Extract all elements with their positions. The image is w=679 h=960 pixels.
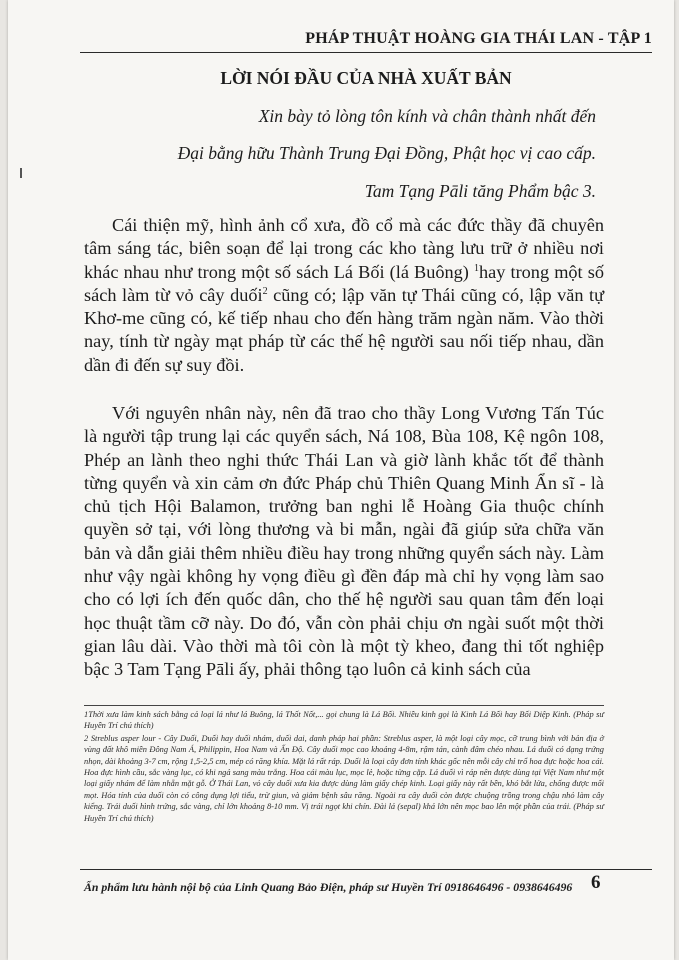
dedication-line-2: Đại bằng hữu Thành Trung Đại Đồng, Phật học vị cao cấp. — [177, 143, 596, 163]
footnotes — [84, 709, 604, 825]
footnote-ref-1[interactable]: 1 — [474, 262, 479, 274]
footnote-ref-2[interactable]: 2 — [262, 285, 268, 297]
footer-publisher-line: Ấn phẩm lưu hành nội bộ của Linh Quang Bảo Điện, pháp sư Huyền Trí 0918646496 - 0938646496 — [84, 880, 573, 894]
page-title: LỜI NÓI ĐẦU CỦA NHÀ XUẤT BẢN — [220, 68, 512, 88]
footnote-2: 2 Streblus asper lour - Cây Duối, Duối hay duối nhám, duối dai, danh pháp hai phần: Streblus asper, là một loại cây mọc, cỡ trung bình với bản địa ở vùng đất khô miền Đông Nam Á, Philippin, Hoa Nam và Ấn Độ. Cây duối mọc cao khoảng 4-8m, rậm tán, cành đâm chéo nhau. Lá duối có dạng trứng nhọn, dài khoảng 3-7 cm, rộng 1,5-2,5 cm, mép có răng khía. Mặt lá rất ráp. Duối là loại cây đơn tính khác gốc nên mỗi cây chỉ trổ hoa đực hoặc hoa cái. Hoa đực hình cầu, sắc vàng lục, có khi ngả sang màu trắng. Hoa cái màu lục, mọc lẻ, hoặc từng cặp. Lá duối vì ráp nên được dùng tại Việt Nam như một loại giấy nhám để làm nhẵn mặt gỗ. Ở Thái Lan, vỏ cây duối xưa kia được dùng làm giấy chép kinh. Loại giấy này rất bền, khó bắt lửa, chống được mối mọt. Hóa tính của duối còn có công dụng lợi tiểu, trừ giun, và giảm bệnh sâu răng. Ngoài ra cây duối còn được chuộng trồng trong chậu nhỏ làm cây kiểng. Trái duối hình trứng, sắc vàng, chỉ lớn khoảng 8-10 mm. Vị trái ngọt khi chín. Đài lá (sepal) khá lớn nên mọc bao lên một phần của trái. (Pháp sư Huyền Trí chú thích) — [84, 733, 604, 823]
document-page — [8, 0, 674, 960]
dedication-line-3: Tam Tạng Pāli tăng Phẩm bậc 3. — [364, 181, 596, 201]
paragraph-1-text-b: hay trong một số sách làm từ vỏ cây duối — [84, 261, 605, 305]
paragraph-1-text-c: cũng có; lập văn tự Thái cũng có, lập văn tự Khơ-me cũng có, kế tiếp nhau cho đến hàng trăm ngàn năm. Vào thời nay, tính từ ngày mạt pháp từ các thế hệ người sau nối tiếp nhau, dần dần đi đến sự suy đồi. — [84, 284, 604, 375]
dedication-line-1: Xin bày tỏ lòng tôn kính và chân thành nhất đến — [258, 106, 596, 126]
paragraph-2 — [84, 402, 604, 682]
footnote-divider — [84, 705, 604, 706]
running-header: PHÁP THUẬT HOÀNG GIA THÁI LAN - TẬP 1 — [80, 28, 652, 53]
footnote-1: 1Thời xưa làm kinh sách bằng cả loại lá như lá Buông, lá Thốt Nốt,... gọi chung là Lá Bối. Nhiều kinh gọi là Kinh Lá Bối hay Bối Diệp Kinh. (Pháp sư Huyền Trí chú thích) — [84, 710, 604, 731]
footer-divider — [80, 869, 652, 870]
paragraph-1-text-a: Cái thiện mỹ, hình ảnh cổ xưa, đồ cổ mà các đức thầy đã chuyên tâm sáng tác, biên soạn để lại trong các kho tàng lưu trữ ở nhiều nơi khác nhau như trong một số sách Lá Bối (lá Buông) — [84, 215, 604, 282]
paragraph-2-text: Với nguyên nhân này, nên đã trao cho thầy Long Vương Tấn Túc là người tập trung lại các quyển sách, Ná 108, Bùa 108, Kệ ngôn 108, Phép an lành theo nghi thức Thái Lan và giờ lành khắc tốt để thành từng quyển và xin cảm ơn đức Pháp chủ Thiên Quang Minh Ẩn sĩ - là chủ tịch Hội Balamon, trưởng ban nghi lễ Hoàng Gia thuộc chính quyền sở tại, với lòng thương và bi mẫn, ngài đã giúp sửa chữa văn bản và dẫn giải thêm nhiều điều hay trong những quyển sách này. Làm như vậy ngài không hy vọng điều gì đền đáp mà chỉ hy vọng làm sao cho có lợi ích đến quốc dân, cho thế hệ người sau quan tâm đến loại học thuật tầm cỡ này. Do đó, vẫn còn phải chịu ơn ngài suốt một thời gian lâu dài. Vào thời mà tôi còn là một tỳ kheo, đang thi tốt nghiệp bậc 3 Tam Tạng Pāli ấy, phải thông tạo luôn cả kinh sách của — [84, 403, 604, 680]
paragraph-1 — [84, 214, 604, 377]
margin-mark — [20, 168, 22, 178]
page-number: 6 — [591, 872, 601, 893]
